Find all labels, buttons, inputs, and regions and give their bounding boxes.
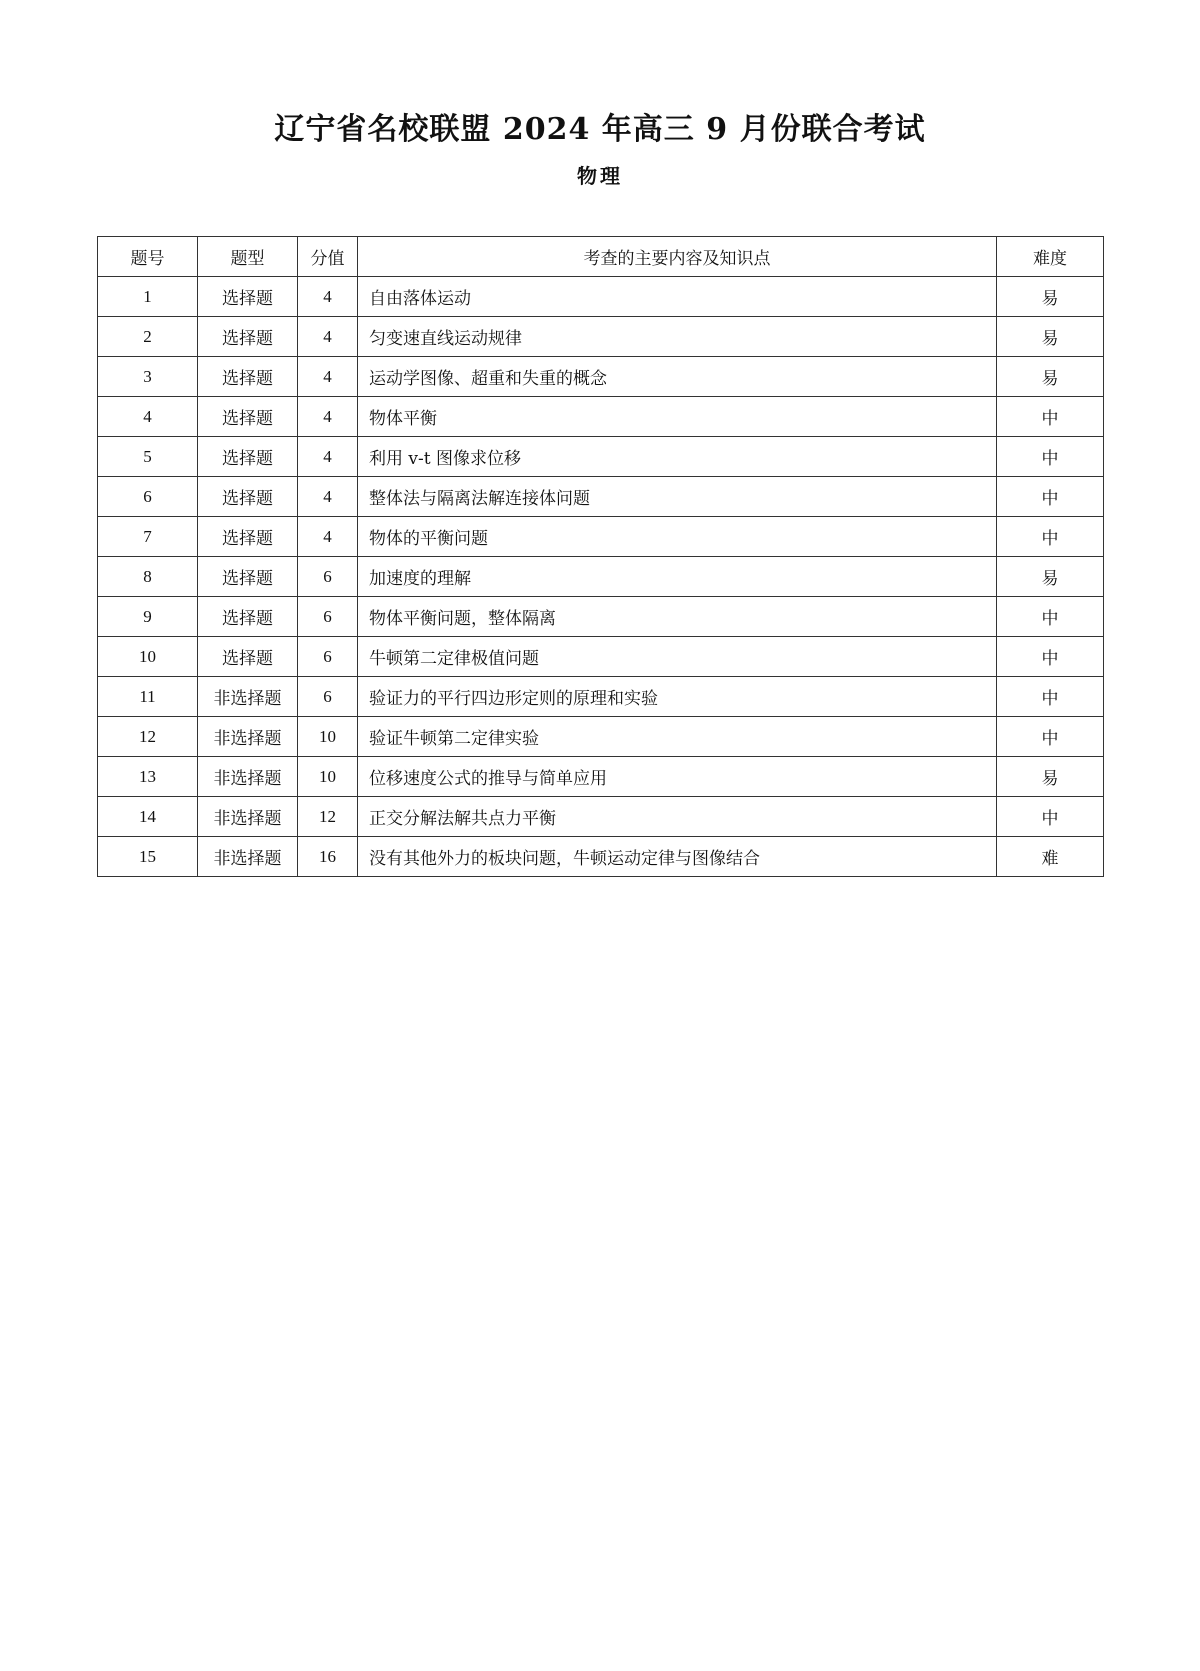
column-header-type: 题型 [198, 237, 298, 277]
cell-question-type: 非选择题 [198, 757, 298, 797]
cell-difficulty: 易 [997, 757, 1104, 797]
cell-score: 4 [298, 517, 358, 557]
cell-question-no: 5 [98, 437, 198, 477]
cell-question-no: 11 [98, 677, 198, 717]
cell-score: 6 [298, 557, 358, 597]
cell-question-type: 非选择题 [198, 677, 298, 717]
cell-question-type: 选择题 [198, 397, 298, 437]
cell-content: 牛顿第二定律极值问题 [358, 637, 997, 677]
cell-content: 匀变速直线运动规律 [358, 317, 997, 357]
cell-difficulty: 易 [997, 357, 1104, 397]
cell-difficulty: 易 [997, 317, 1104, 357]
exam-spec-table [97, 236, 1104, 877]
cell-score: 4 [298, 477, 358, 517]
cell-content: 验证牛顿第二定律实验 [358, 717, 997, 757]
table-row [98, 717, 1104, 757]
cell-question-type: 选择题 [198, 597, 298, 637]
cell-content: 利用 v-t 图像求位移 [358, 437, 997, 477]
cell-score: 4 [298, 397, 358, 437]
subject-title: 物理 [577, 164, 623, 188]
table-row [98, 837, 1104, 877]
table-row [98, 397, 1104, 437]
cell-difficulty: 易 [997, 557, 1104, 597]
cell-question-type: 选择题 [198, 637, 298, 677]
cell-score: 4 [298, 357, 358, 397]
cell-score: 6 [298, 597, 358, 637]
table-row [98, 557, 1104, 597]
table-header [98, 237, 1104, 277]
cell-question-type: 非选择题 [198, 837, 298, 877]
cell-content: 自由落体运动 [358, 277, 997, 317]
table-row [98, 597, 1104, 637]
cell-question-no: 9 [98, 597, 198, 637]
cell-score: 16 [298, 837, 358, 877]
cell-question-no: 2 [98, 317, 198, 357]
cell-question-type: 选择题 [198, 277, 298, 317]
cell-difficulty: 中 [997, 397, 1104, 437]
cell-difficulty: 中 [997, 477, 1104, 517]
cell-question-no: 3 [98, 357, 198, 397]
table-row [98, 797, 1104, 837]
cell-question-no: 14 [98, 797, 198, 837]
cell-question-no: 15 [98, 837, 198, 877]
cell-content: 物体平衡问题，整体隔离 [358, 597, 997, 637]
table-row [98, 277, 1104, 317]
cell-question-type: 非选择题 [198, 717, 298, 757]
cell-question-type: 选择题 [198, 357, 298, 397]
table-row [98, 317, 1104, 357]
cell-question-no: 12 [98, 717, 198, 757]
table-row [98, 757, 1104, 797]
cell-question-no: 6 [98, 477, 198, 517]
cell-question-no: 13 [98, 757, 198, 797]
cell-question-no: 10 [98, 637, 198, 677]
cell-question-no: 4 [98, 397, 198, 437]
cell-content: 物体的平衡问题 [358, 517, 997, 557]
cell-content: 位移速度公式的推导与简单应用 [358, 757, 997, 797]
header-row [98, 237, 1104, 277]
cell-score: 6 [298, 637, 358, 677]
column-header-difficulty: 难度 [997, 237, 1104, 277]
cell-question-type: 选择题 [198, 557, 298, 597]
table-row [98, 517, 1104, 557]
cell-score: 4 [298, 277, 358, 317]
cell-content: 没有其他外力的板块问题，牛顿运动定律与图像结合 [358, 837, 997, 877]
cell-content: 加速度的理解 [358, 557, 997, 597]
cell-content: 物体平衡 [358, 397, 997, 437]
cell-question-no: 7 [98, 517, 198, 557]
cell-difficulty: 中 [997, 637, 1104, 677]
cell-content: 验证力的平行四边形定则的原理和实验 [358, 677, 997, 717]
cell-score: 12 [298, 797, 358, 837]
cell-content: 整体法与隔离法解连接体问题 [358, 477, 997, 517]
cell-score: 6 [298, 677, 358, 717]
table-row [98, 677, 1104, 717]
column-header-score: 分值 [298, 237, 358, 277]
cell-question-type: 选择题 [198, 477, 298, 517]
cell-question-no: 1 [98, 277, 198, 317]
cell-difficulty: 中 [997, 677, 1104, 717]
cell-question-no: 8 [98, 557, 198, 597]
cell-score: 4 [298, 437, 358, 477]
table-row [98, 437, 1104, 477]
table-row [98, 477, 1104, 517]
cell-content: 运动学图像、超重和失重的概念 [358, 357, 997, 397]
cell-difficulty: 难 [997, 837, 1104, 877]
cell-difficulty: 中 [997, 797, 1104, 837]
cell-difficulty: 中 [997, 517, 1104, 557]
table-row [98, 637, 1104, 677]
table-row [98, 357, 1104, 397]
cell-content: 正交分解法解共点力平衡 [358, 797, 997, 837]
cell-score: 4 [298, 317, 358, 357]
cell-question-type: 非选择题 [198, 797, 298, 837]
cell-difficulty: 易 [997, 277, 1104, 317]
cell-question-type: 选择题 [198, 517, 298, 557]
column-header-no: 题号 [98, 237, 198, 277]
column-header-content: 考查的主要内容及知识点 [358, 237, 997, 277]
cell-difficulty: 中 [997, 437, 1104, 477]
cell-difficulty: 中 [997, 597, 1104, 637]
cell-difficulty: 中 [997, 717, 1104, 757]
cell-score: 10 [298, 757, 358, 797]
cell-question-type: 选择题 [198, 317, 298, 357]
cell-score: 10 [298, 717, 358, 757]
document-title: 辽宁省名校联盟 2024 年高三 9 月份联合考试 [274, 112, 926, 147]
cell-question-type: 选择题 [198, 437, 298, 477]
table-body [98, 277, 1104, 877]
